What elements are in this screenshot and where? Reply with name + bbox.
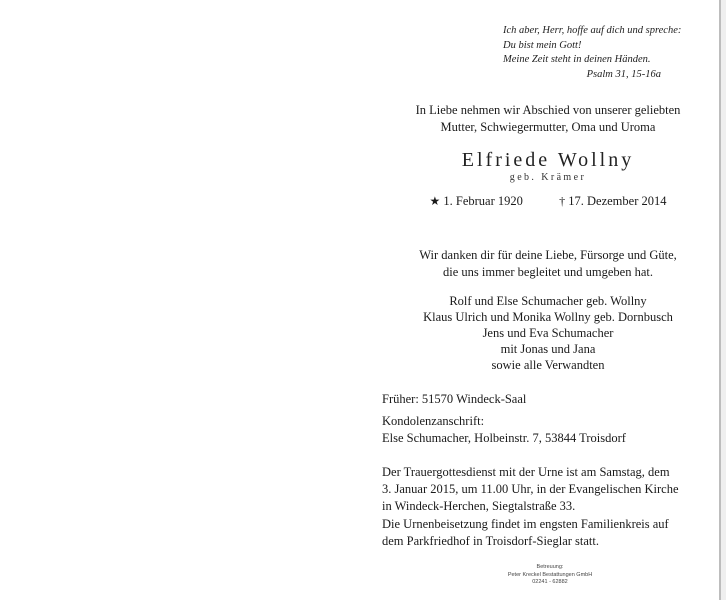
psalm-line: Du bist mein Gott! [503,39,582,51]
psalm-reference: Psalm 31, 15-16a [586,68,661,80]
urn-burial-info [382,516,669,550]
condolence-label: Kondolenzanschrift: [382,414,485,428]
condolence-address-line: Else Schumacher, Holbeinstr. 7, 53844 Troisdorf [382,431,626,445]
condolence-address [382,413,626,447]
deceased-name: Elfriede Wollny [461,149,635,171]
service-line: 3. Januar 2015, um 11.00 Uhr, in der Evangelischen Kirche [382,482,679,496]
former-address: Früher: 51570 Windeck-Saal [382,392,527,406]
family-member: Jens und Eva Schumacher [482,326,614,340]
undertaker-info [470,564,630,587]
family-member: Rolf und Else Schumacher geb. Wollny [449,294,647,308]
life-dates [370,193,726,210]
birth-date: 1. Februar 1920 [443,194,523,208]
family-member: Klaus Ulrich und Monika Wollny geb. Dornbusch [423,310,673,324]
service-line: in Windeck-Herchen, Siegtalstraße 33. [382,499,576,513]
urn-line: dem Parkfriedhof in Troisdorf-Sieglar statt. [382,534,599,548]
family-member: sowie alle Verwandten [491,358,605,372]
psalm-quote [503,24,682,82]
funeral-service-info [382,464,679,515]
family-member: mit Jonas und Jana [500,342,596,356]
cross-icon: † [559,194,566,208]
thanks-line: die uns immer begleitet und umgeben hat. [442,265,654,279]
undertaker-phone: 02241 - 62882 [532,579,568,585]
psalm-line: Meine Zeit steht in deinen Händen. [503,54,651,65]
maiden-name: geb. Krämer [509,172,587,183]
psalm-line: Ich aber, Herr, hoffe auf dich und spreche: [503,25,682,36]
intro-line: Mutter, Schwiegermutter, Oma und Uroma [440,120,656,134]
death-date: 17. Dezember 2014 [568,194,667,208]
family-list [370,293,726,373]
star-icon: ★ [429,194,441,208]
urn-line: Die Urnenbeisetzung findet im engsten Familienkreis auf [382,517,669,531]
undertaker-label: Betreuung: [536,564,564,570]
thanks-line: Wir danken dir für deine Liebe, Fürsorge und Güte, [419,248,677,262]
intro-line: In Liebe nehmen wir Abschied von unserer geliebten [415,103,681,117]
undertaker-name: Peter Kreckel Bestattungen GmbH [507,571,593,578]
service-line: Der Trauergottesdienst mit der Urne ist am Samstag, dem [382,465,670,479]
thanks-text [370,247,726,281]
intro-text [370,102,726,136]
